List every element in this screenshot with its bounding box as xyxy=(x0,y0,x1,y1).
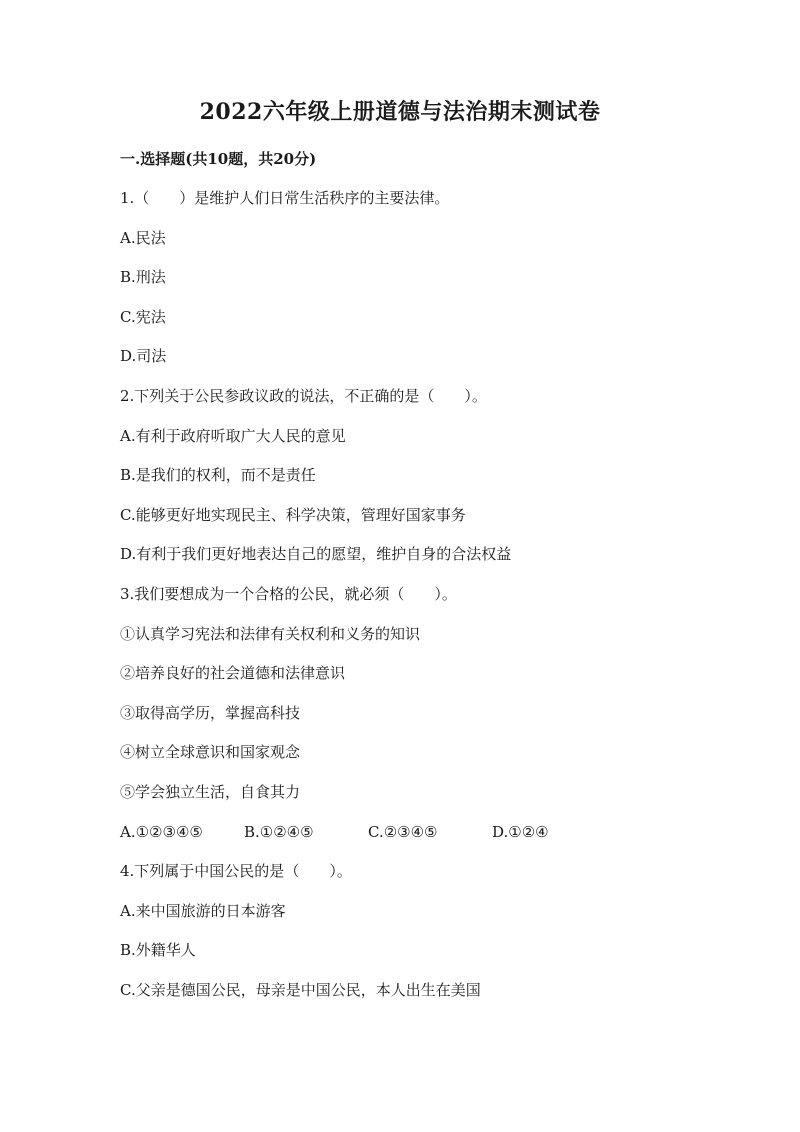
question-3-option-c: C.②③④⑤ xyxy=(368,822,438,841)
question-3-option-d: D.①②④ xyxy=(492,822,549,841)
question-3-stem: 3.我们要想成为一个合格的公民，就必须（ ）。 xyxy=(120,584,457,603)
question-3-statement-2: ②培养良好的社会道德和法律意识 xyxy=(120,664,346,683)
question-2-option-c: C.能够更好地实现民主、科学决策，管理好国家事务 xyxy=(120,505,466,524)
page-title: 2022六年级上册道德与法治期末测试卷 xyxy=(199,99,601,125)
question-3-options xyxy=(120,821,740,861)
question-3-option-a: A.①②③④⑤ xyxy=(120,822,203,841)
question-2-option-a: A.有利于政府听取广大人民的意见 xyxy=(120,426,346,445)
question-1-option-a: A.民法 xyxy=(120,228,166,247)
question-1-option-b: B.刑法 xyxy=(120,268,166,287)
question-3-statement-4: ④树立全球意识和国家观念 xyxy=(120,743,301,762)
question-4-option-a: A.来中国旅游的日本游客 xyxy=(120,901,286,920)
question-1-option-c: C.宪法 xyxy=(120,307,166,326)
question-3-statement-3: ③取得高学历，掌握高科技 xyxy=(120,703,301,722)
question-4-option-c: C.父亲是德国公民，母亲是中国公民，本人出生在美国 xyxy=(120,980,481,999)
question-4-option-b: B.外籍华人 xyxy=(120,941,196,960)
question-list xyxy=(120,187,740,1018)
question-2-option-d: D.有利于我们更好地表达自己的愿望，维护自身的合法权益 xyxy=(120,545,512,564)
question-4-stem: 4.下列属于中国公民的是（ ）。 xyxy=(120,862,352,881)
question-2-option-b: B.是我们的权利，而不是责任 xyxy=(120,466,316,485)
question-3-statement-5: ⑤学会独立生活，自食其力 xyxy=(120,782,301,801)
question-1-stem: 1.（ ）是维护人们日常生活秩序的主要法律。 xyxy=(120,189,450,207)
question-1-option-d: D.司法 xyxy=(120,347,167,366)
question-3-option-b: B.①②④⑤ xyxy=(244,822,314,841)
question-3-statement-1: ①认真学习宪法和法律有关权利和义务的知识 xyxy=(120,624,421,643)
section-heading: 一.选择题(共10题，共20分) xyxy=(120,150,317,168)
question-2-stem: 2.下列关于公民参政议政的说法，不正确的是（ ）。 xyxy=(120,386,487,405)
